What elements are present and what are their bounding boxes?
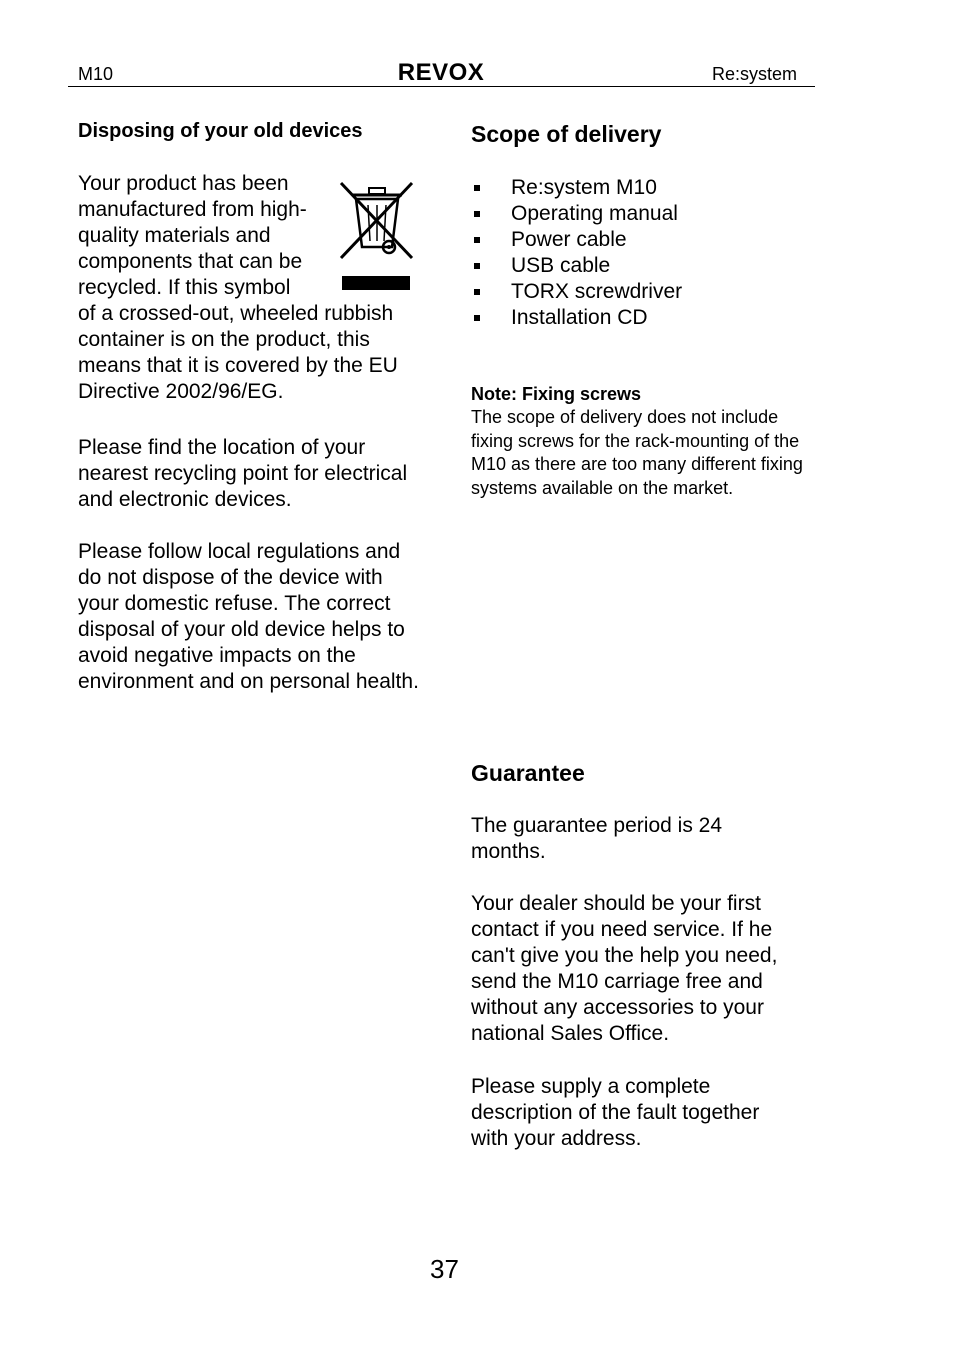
list-item: Installation CD (471, 305, 816, 331)
disposal-line: Directive 2002/96/EG. (78, 380, 284, 403)
note-title: Note: Fixing screws (471, 384, 642, 404)
disposal-heading: Disposing of your old devices (78, 120, 363, 142)
disposal-line: quality materials and (78, 224, 271, 247)
disposal-line: container is on the product, this (78, 328, 370, 351)
disposal-line: recycled. If this symbol (78, 276, 291, 299)
header-divider (68, 86, 815, 87)
bullet-icon (474, 237, 480, 243)
disposal-line: of a crossed-out, wheeled rubbish (78, 302, 394, 325)
disposal-line: components that can be (78, 250, 303, 273)
list-item: TORX screwdriver (471, 279, 816, 305)
guarantee-paragraph-2: Your dealer should be your first contact if you need service. If he can't give you the help you need, send the M10 carriage free and without any accessories to your national Sales Office. (471, 892, 778, 1045)
disposal-line: means that it is covered by the EU (78, 354, 398, 377)
crossed-out-wheeled-bin-icon (336, 179, 416, 294)
bullet-icon (474, 211, 480, 217)
list-item: Re:system M10 (471, 175, 816, 201)
scope-list (471, 175, 816, 331)
brand-logo (391, 60, 491, 84)
disposal-paragraph-2: Please find the location of your nearest recycling point for electrical and electronic devices. (78, 436, 408, 511)
disposal-line: manufactured from high- (78, 198, 307, 221)
header-model: M10 (78, 64, 114, 84)
bullet-icon (474, 289, 480, 295)
disposal-line: Your product has been (78, 172, 289, 195)
brand-logo-text: REVOX (397, 60, 485, 84)
scope-heading: Scope of delivery (471, 121, 662, 147)
guarantee-heading: Guarantee (471, 760, 585, 786)
list-item: Power cable (471, 227, 816, 253)
bullet-icon (474, 185, 480, 191)
list-item: USB cable (471, 253, 816, 279)
guarantee-paragraph-1: The guarantee period is 24 months. (471, 814, 723, 863)
disposal-paragraph-3: Please follow local regulations and do not dispose of the device with your domestic refuse. The correct disposal of your old device helps to avoid negative impacts on the environment and on personal health. (78, 540, 419, 693)
bullet-icon (474, 315, 480, 321)
guarantee-paragraph-3: Please supply a complete description of the fault together with your address. (471, 1075, 760, 1150)
page-number: 37 (430, 1254, 459, 1284)
bullet-icon (474, 263, 480, 269)
list-item: Operating manual (471, 201, 816, 227)
header-product-line: Re:system (712, 64, 798, 84)
note-body: The scope of delivery does not include fixing screws for the rack-mounting of the M10 as there are too many different fixing systems available on the market. (471, 407, 803, 498)
